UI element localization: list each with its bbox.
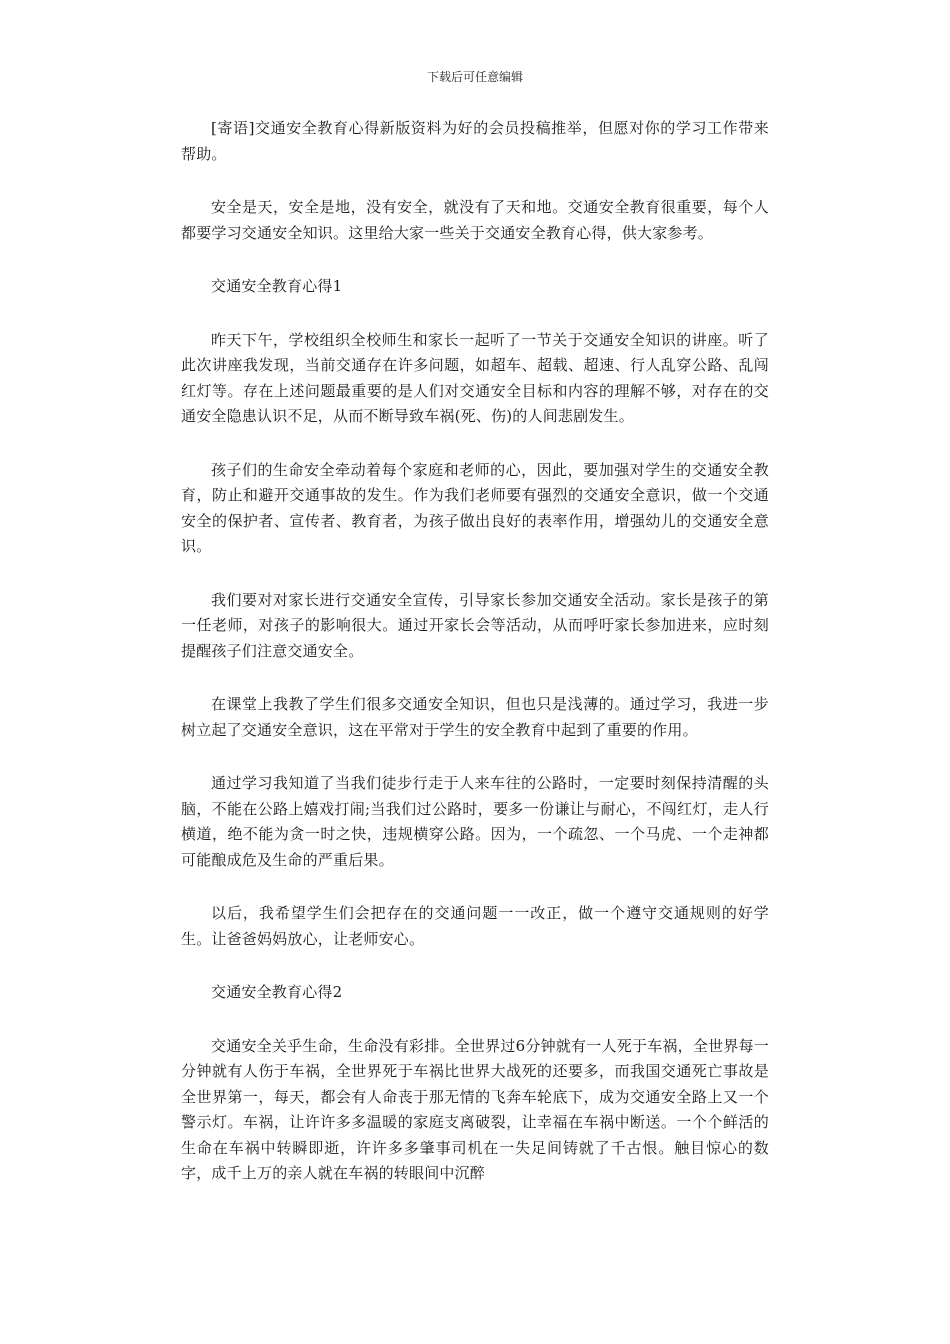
- paragraph: 我们要对对家长进行交通安全宣传，引导家长参加交通安全活动。家长是孩子的第一任老师，对孩子的影响很大。通过开家长会等活动，从而呼吁家长参加进来，应时刻提醒孩子们注意交通安全。: [181, 590, 769, 660]
- section-heading-1: 交通安全教育心得1: [211, 277, 343, 295]
- document-body: [181, 116, 769, 1187]
- paragraph-foreword: [寄语]交通安全教育心得新版资料为好的会员投稿推举，但愿对你的学习工作带来帮助。: [181, 119, 769, 163]
- page-header-note: 下载后可任意编辑: [426, 70, 523, 84]
- paragraph: 通过学习我知道了当我们徒步行走于人来车往的公路时，一定要时刻保持清醒的头脑，不能在公路上嬉戏打闹;当我们过公路时，要多一份谦让与耐心，不闯红灯，走人行横道，绝不能为贪一时之快，违规横穿公路。因为，一个疏忽、一个马虎、一个走神都可能酿成危及生命的严重后果。: [181, 774, 769, 869]
- paragraph: 以后，我希望学生们会把存在的交通问题一一改正，做一个遵守交通规则的好学生。让爸爸妈妈放心，让老师安心。: [181, 904, 769, 948]
- paragraph-intro: 安全是天，安全是地，没有安全，就没有了天和地。交通安全教育很重要，每个人都要学习交通安全知识。这里给大家一些关于交通安全教育心得，供大家参考。: [181, 198, 769, 242]
- paragraph: 交通安全关乎生命，生命没有彩排。全世界过6分钟就有一人死于车祸，全世界每一分钟就有人伤于车祸，全世界死于车祸比世界大战死的还要多，而我国交通死亡事故是全世界第一，每天，都会有人命丧于那无情的飞奔车轮底下，成为交通安全路上又一个警示灯。车祸，让许许多多温暖的家庭支离破裂，让幸福在车祸中断送。一个个鲜活的生命在车祸中转瞬即逝，许许多多肇事司机在一失足间铸就了千古恨。触目惊心的数字，成千上万的亲人就在车祸的转眼间中沉醉: [181, 1036, 769, 1182]
- paragraph: 孩子们的生命安全牵动着每个家庭和老师的心，因此，要加强对学生的交通安全教育，防止和避开交通事故的发生。作为我们老师要有强烈的交通安全意识，做一个交通安全的保护者、宣传者、教育者，为孩子做出良好的表率作用，增强幼儿的交通安全意识。: [181, 460, 769, 555]
- paragraph: 昨天下午，学校组织全校师生和家长一起听了一节关于交通安全知识的讲座。听了此次讲座我发现，当前交通存在许多问题，如超车、超载、超速、行人乱穿公路、乱闯红灯等。存在上述问题最重要的是人们对交通安全目标和内容的理解不够，对存在的交通安全隐患认识不足，从而不断导致车祸(死、伤)的人间悲剧发生。: [181, 330, 769, 425]
- paragraph: 在课堂上我教了学生们很多交通安全知识，但也只是浅薄的。通过学习，我进一步树立起了交通安全意识，这在平常对于学生的安全教育中起到了重要的作用。: [181, 695, 769, 739]
- section-heading-2: 交通安全教育心得2: [211, 983, 343, 1001]
